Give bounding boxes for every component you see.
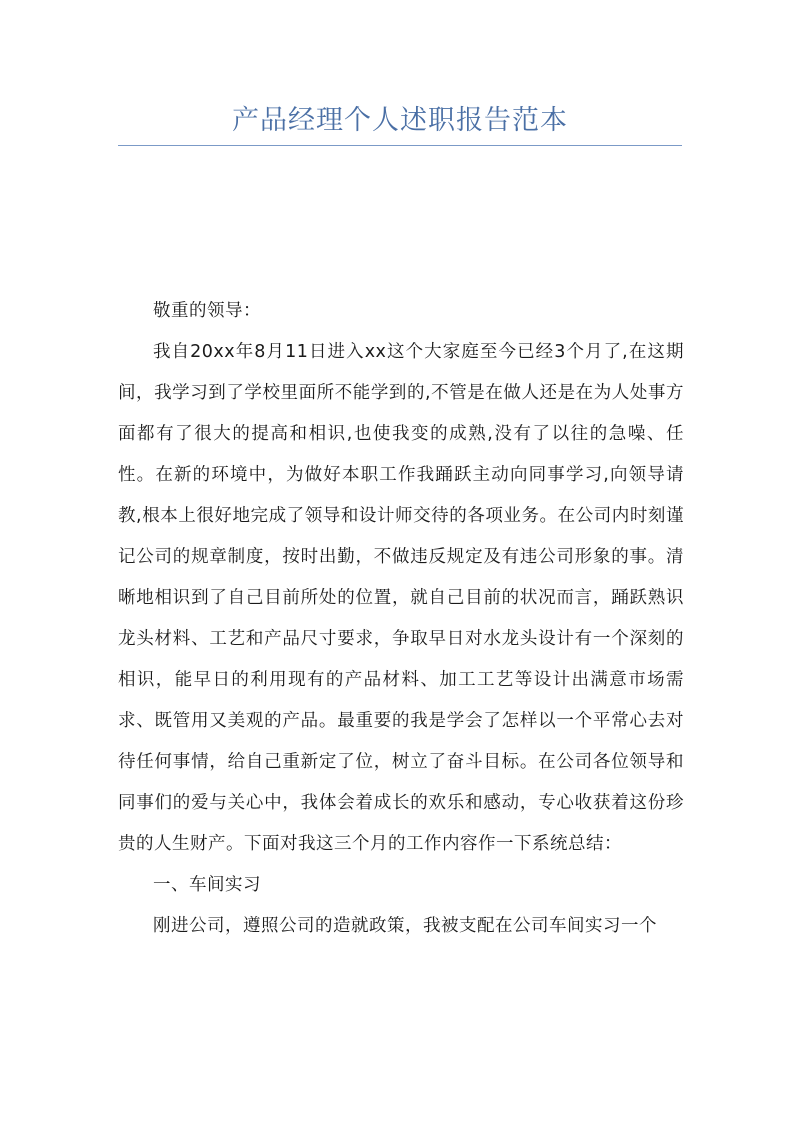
document-title: 产品经理个人述职报告范本 bbox=[232, 105, 568, 136]
document-body bbox=[118, 291, 684, 947]
section-paragraph: 刚进公司，遵照公司的造就政策，我被支配在公司车间实习一个 bbox=[153, 916, 657, 936]
section-heading: 一、车间实习 bbox=[153, 875, 261, 895]
body-paragraph: 我自20xx年8月11日进入xx这个大家庭至今已经3个月了,在这期间，我学习到了学校里面所不能学到的,不管是在做人还是在为人处事方面都有了很大的提高和相识,也使我变的成熟,没有了以往的急噪、任性。在新的环境中，为做好本职工作我踊跃主动向同事学习,向领导请教,根本上很好地完成了领导和设计师交待的各项业务。在公司内时刻谨记公司的规章制度，按时出勤，不做违反规定及有违公司形象的事。清晰地相识到了自己目前所处的位置，就自己目前的状况而言，踊跃熟识龙头材料、工艺和产品尺寸要求，争取早日对水龙头设计有一个深刻的相识，能早日的利用现有的产品材料、加工工艺等设计出满意市场需求、既管用又美观的产品。最重要的我是学会了怎样以一个平常心去对待任何事情，给自己重新定了位，树立了奋斗目标。在公司各位领导和同事们的爱与关心中，我体会着成长的欢乐和感动，专心收获着这份珍贵的人生财产。下面对我这三个月的工作内容作一下系统总结： bbox=[118, 342, 684, 854]
title-underline bbox=[118, 145, 682, 146]
salutation: 敬重的领导： bbox=[153, 301, 261, 321]
